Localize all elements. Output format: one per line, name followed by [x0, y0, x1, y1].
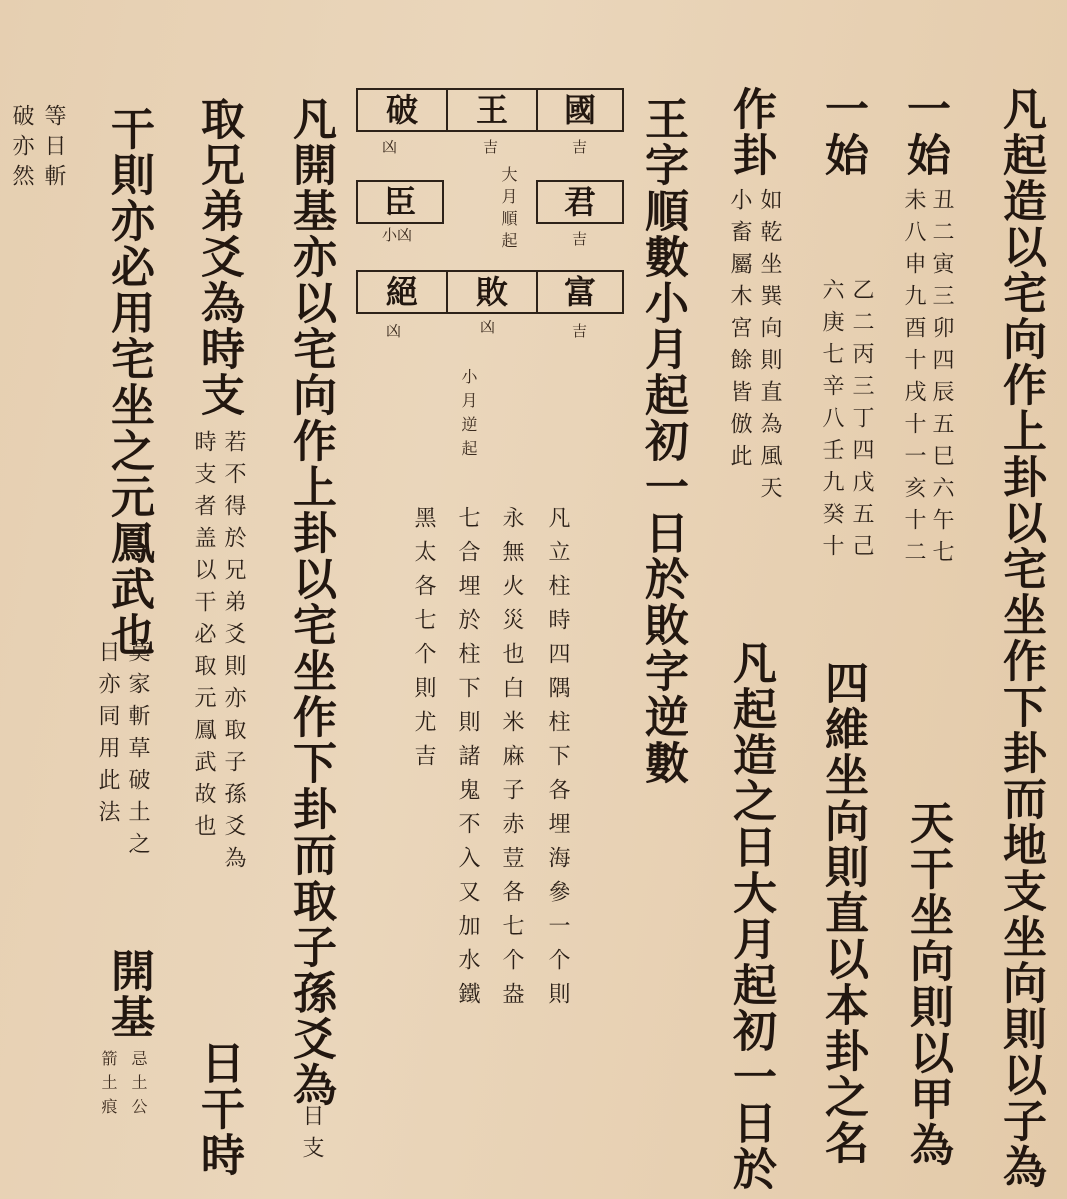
annotation-col8-c: 忌土公 — [129, 1050, 148, 1122]
label-jun: 吉 — [572, 230, 588, 248]
label-jue: 凶 — [386, 322, 402, 340]
text-column-5: 王字順數小月起初一日於敗字逆數 — [637, 96, 688, 786]
diagram-cell-wang: 王 — [475, 91, 508, 129]
diagram-row-3 — [356, 270, 624, 314]
label-chen: 小凶 — [382, 226, 413, 244]
annotation-col8-d: 箭土痕 — [99, 1050, 118, 1122]
text-column-3-tail: 四維坐向則直以本卦之名 — [817, 660, 868, 1166]
text-column-6: 凡開基亦以宅向作上卦以宅坐作下卦而取子孫爻為 — [285, 96, 336, 1108]
annotation-branches-b: 未八申九酉十戌十一亥十二 — [901, 188, 926, 572]
diagram-row-2-left — [356, 180, 444, 224]
label-bai: 凶 — [480, 318, 496, 336]
text-column-3-head: 一始 — [817, 86, 868, 178]
small-month-note: 小月逆起 — [459, 368, 478, 464]
diagram-cell-guo: 國 — [563, 91, 596, 129]
annotation-stems-a: 乙二丙三丁四戊五己 — [849, 278, 874, 566]
diagram-cell-chen: 臣 — [383, 183, 416, 221]
annotation-col9-b: 破亦然 — [9, 104, 34, 194]
label-wang: 吉 — [483, 138, 499, 156]
annotation-col7-a: 若不得於兄弟爻則亦取子孫爻為 — [221, 430, 246, 878]
note-line-2: 永無火災也白米麻子赤荳各七个盎 — [499, 506, 524, 1016]
text-column-4-head: 作卦 — [725, 86, 776, 178]
text-column-8-end: 開基 — [103, 948, 154, 1040]
text-column-2-tail: 天干坐向則以甲為 — [902, 800, 953, 1168]
diagram-mid-note: 大月順起 — [499, 166, 518, 254]
text-column-2-head: 一始 — [899, 86, 950, 178]
note-line-4: 黑太各七个則尤吉 — [411, 506, 436, 778]
annotation-stems-b: 六庚七辛八壬九癸十 — [819, 278, 844, 566]
text-column-6-end: 日支 — [299, 1104, 324, 1168]
diagram-cell-fu: 富 — [563, 273, 596, 311]
text-column-4-tail: 凡起造之日大月起初一日於 — [725, 640, 776, 1192]
diagram-cell-jun: 君 — [563, 183, 596, 221]
annotation-col8-b: 日亦同用此法 — [95, 640, 120, 832]
label-po: 凶 — [382, 138, 398, 156]
text-column-7-head: 取兄弟爻為時支 — [193, 96, 244, 418]
annotation-example-b: 小畜屬木宮餘皆倣此 — [727, 188, 752, 476]
text-column-7-end: 日干時 — [193, 1040, 244, 1178]
annotation-branches-a: 丑二寅三卯四辰五巳六午七 — [929, 188, 954, 572]
diagram-cell-bai: 敗 — [475, 273, 508, 311]
label-fu: 吉 — [572, 322, 588, 340]
annotation-col9-a: 等日斬 — [41, 104, 66, 194]
text-column-1: 凡起造以宅向作上卦以宅坐作下卦而地支坐向則以子為 — [995, 86, 1046, 1190]
annotation-col8-a: 莫家斬草破土之 — [125, 640, 150, 864]
note-line-1: 凡立柱時四隅柱下各埋海參一个則 — [545, 506, 570, 1016]
label-guo: 吉 — [572, 138, 588, 156]
diagram-row-1 — [356, 88, 624, 132]
note-line-3: 七合埋於柱下則諸鬼不入又加水鐵 — [455, 506, 480, 1016]
diagram-cell-po: 破 — [385, 91, 418, 129]
diagram-row-2-right — [536, 180, 624, 224]
annotation-col7-b: 時支者盖以干必取元鳳武故也 — [191, 430, 216, 846]
text-column-8-head: 干則亦必用宅坐之元鳳武也 — [103, 106, 154, 658]
annotation-example-a: 如乾坐巽向則直為風天 — [757, 188, 782, 508]
diagram-cell-jue: 絕 — [385, 273, 418, 311]
